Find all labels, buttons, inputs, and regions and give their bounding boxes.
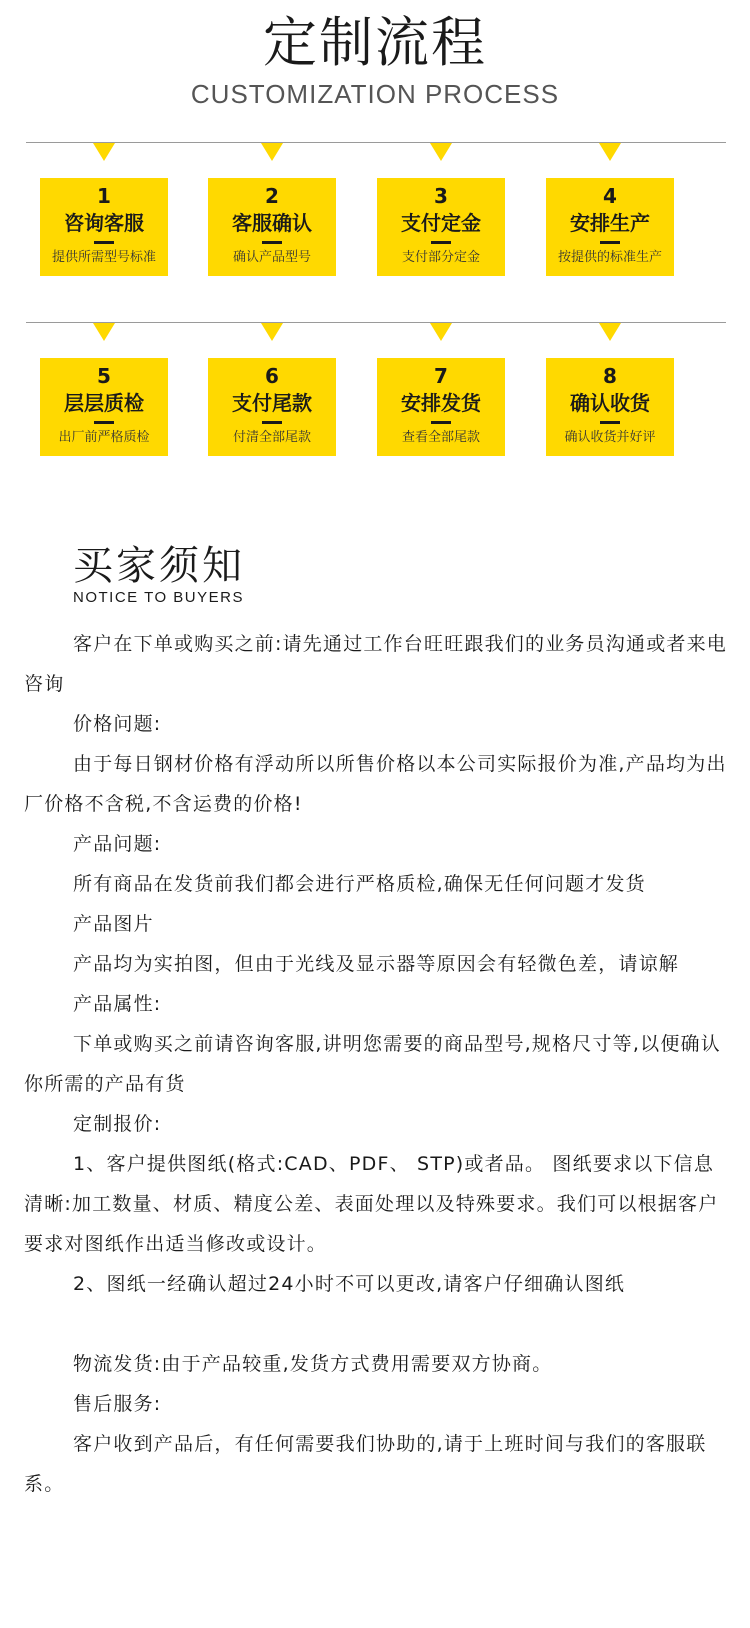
notice-paragraph: 由于每日钢材价格有浮动所以所售价格以本公司实际报价为准,产品均为出厂价格不含税,不含运费的价格! xyxy=(24,753,727,815)
step-number: 1 xyxy=(97,184,111,208)
step-name: 安排发货 xyxy=(401,391,481,415)
step-divider xyxy=(600,241,620,244)
notice-heading: 产品问题: xyxy=(73,833,162,855)
notice-heading: 售后服务: xyxy=(73,1393,162,1415)
notice-paragraph: 1、客户提供图纸(格式:CAD、PDF、 STP)或者品。 图纸要求以下信息清晰:加工数量、材质、精度公差、表面处理以及特殊要求。我们可以根据客户要求对图纸作出适当修改或设计。 xyxy=(24,1153,719,1255)
divider-line xyxy=(26,322,726,323)
page-title: 定制流程 xyxy=(263,11,487,74)
notice-paragraph: 物流发货:由于产品较重,发货方式费用需要双方协商。 xyxy=(73,1353,553,1375)
process-step-card xyxy=(377,358,505,456)
step-name: 确认收货 xyxy=(570,391,650,415)
step-name: 客服确认 xyxy=(232,211,312,235)
divider-line xyxy=(26,142,726,143)
step-number: 2 xyxy=(265,184,279,208)
step-divider xyxy=(94,421,114,424)
pointer-triangle-icon xyxy=(93,143,115,161)
step-name: 安排生产 xyxy=(570,211,650,235)
pointer-triangle-icon xyxy=(599,323,621,341)
page-subtitle: CUSTOMIZATION PROCESS xyxy=(190,79,560,109)
notice-heading: 产品属性: xyxy=(73,993,162,1015)
step-description: 支付部分定金 xyxy=(401,250,480,265)
notice-paragraph: 下单或购买之前请咨询客服,讲明您需要的商品型号,规格尺寸等,以便确认你所需的产品有货 xyxy=(24,1033,721,1095)
pointer-triangle-icon xyxy=(261,323,283,341)
step-divider xyxy=(262,421,282,424)
step-description: 出厂前严格质检 xyxy=(58,430,150,445)
notice-title: 买家须知 xyxy=(73,543,245,589)
process-step-card xyxy=(377,178,505,276)
step-number: 7 xyxy=(434,364,448,388)
step-description: 付清全部尾款 xyxy=(232,430,311,445)
pointer-triangle-icon xyxy=(599,143,621,161)
process-step-card xyxy=(546,358,674,456)
process-step-card xyxy=(40,358,168,456)
notice-heading: 价格问题: xyxy=(73,713,162,735)
notice-body xyxy=(24,624,730,1504)
notice-paragraph: 2、图纸一经确认超过24小时不可以更改,请客户仔细确认图纸 xyxy=(73,1273,626,1295)
process-step-card xyxy=(546,178,674,276)
step-description: 确认收货并好评 xyxy=(564,430,656,445)
step-name: 支付定金 xyxy=(401,211,481,235)
step-divider xyxy=(431,421,451,424)
step-divider xyxy=(262,241,282,244)
step-description: 提供所需型号标准 xyxy=(51,250,156,265)
step-number: 4 xyxy=(603,184,617,208)
process-step-card xyxy=(208,178,336,276)
step-divider xyxy=(600,421,620,424)
notice-subtitle: NOTICE TO BUYERS xyxy=(73,589,244,606)
step-number: 8 xyxy=(603,364,617,388)
process-step-card xyxy=(40,178,168,276)
step-name: 咨询客服 xyxy=(64,211,144,235)
step-divider xyxy=(94,241,114,244)
notice-heading: 产品图片 xyxy=(73,913,154,935)
step-number: 3 xyxy=(434,184,448,208)
pointer-triangle-icon xyxy=(93,323,115,341)
spacer xyxy=(24,1304,730,1344)
step-name: 支付尾款 xyxy=(232,391,312,415)
process-step-card xyxy=(208,358,336,456)
pointer-triangle-icon xyxy=(430,143,452,161)
notice-paragraph: 客户在下单或购买之前:请先通过工作台旺旺跟我们的业务员沟通或者来电咨询 xyxy=(24,633,728,695)
notice-paragraph: 客户收到产品后，有任何需要我们协助的,请于上班时间与我们的客服联系。 xyxy=(24,1433,707,1495)
step-divider xyxy=(431,241,451,244)
notice-paragraph: 产品均为实拍图，但由于光线及显示器等原因会有轻微色差，请谅解 xyxy=(73,953,680,975)
step-number: 5 xyxy=(97,364,111,388)
notice-paragraph: 所有商品在发货前我们都会进行严格质检,确保无任何问题才发货 xyxy=(73,873,646,895)
step-description: 确认产品型号 xyxy=(232,250,311,265)
notice-heading: 定制报价: xyxy=(73,1113,162,1135)
pointer-triangle-icon xyxy=(261,143,283,161)
pointer-triangle-icon xyxy=(430,323,452,341)
step-description: 查看全部尾款 xyxy=(401,430,480,445)
step-description: 按提供的标准生产 xyxy=(557,250,662,265)
step-number: 6 xyxy=(265,364,279,388)
step-name: 层层质检 xyxy=(64,391,144,415)
